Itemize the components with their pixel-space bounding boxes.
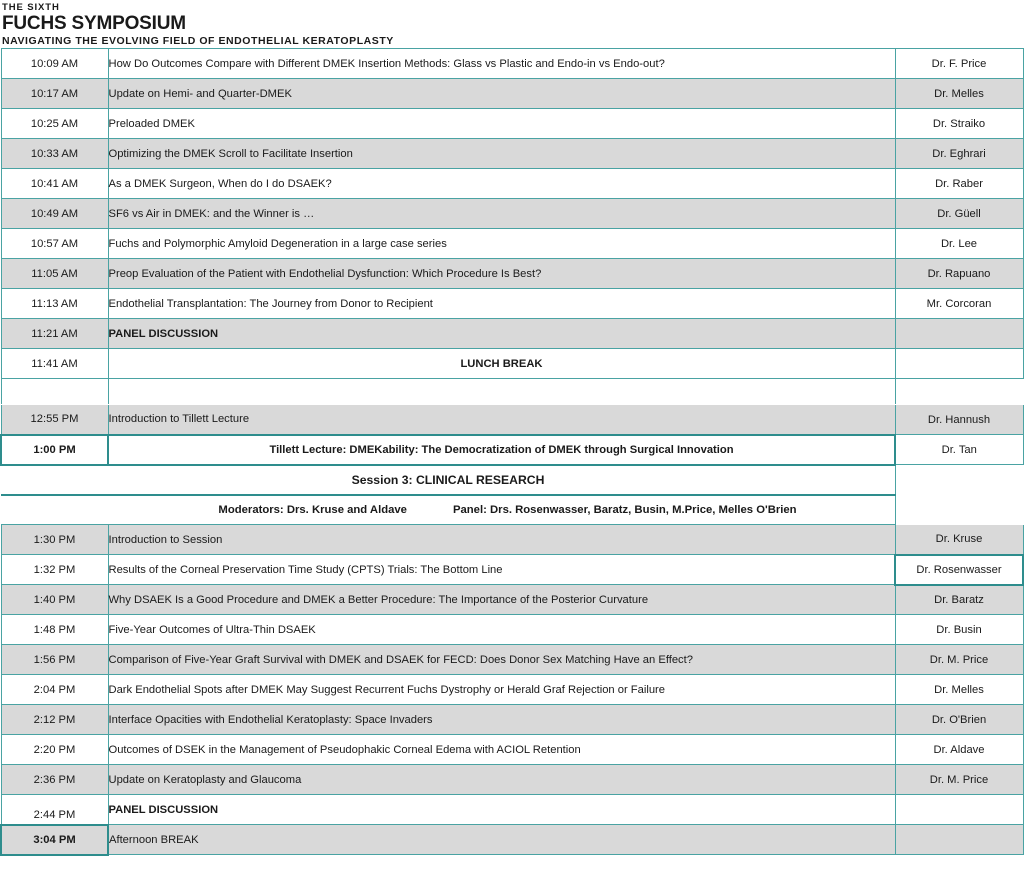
table-spacer-row: [1, 379, 1023, 405]
row-title: Preloaded DMEK: [108, 109, 895, 139]
row-title: How Do Outcomes Compare with Different DMEK Insertion Methods: Glass vs Plastic and Endo-in vs Endo-out?: [108, 49, 895, 79]
row-time: 1:48 PM: [1, 615, 108, 645]
row-time: 11:41 AM: [1, 349, 108, 379]
row-title: Comparison of Five-Year Graft Survival with DMEK and DSAEK for FECD: Does Donor Sex Matching Have an Effect?: [108, 645, 895, 675]
row-speaker: Dr. Lee: [895, 229, 1023, 259]
table-row[interactable]: [1, 199, 1023, 229]
row-speaker: [895, 349, 1023, 379]
row-speaker: Dr. M. Price: [895, 645, 1023, 675]
table-row[interactable]: [1, 615, 1023, 645]
row-speaker: Dr. Rapuano: [895, 259, 1023, 289]
row-time: 2:20 PM: [1, 735, 108, 765]
row-title: Why DSAEK Is a Good Procedure and DMEK a Better Procedure: The Importance of the Posterior Curvature: [108, 585, 895, 615]
header-eyebrow: THE SIXTH: [2, 2, 60, 13]
table-row-panel-discussion[interactable]: [1, 795, 1023, 825]
row-time: 3:04 PM: [1, 825, 108, 855]
session-title: Session 3: CLINICAL RESEARCH: [1, 465, 895, 495]
session-header-row: [1, 465, 1023, 495]
row-speaker: Mr. Corcoran: [895, 289, 1023, 319]
row-title: Results of the Corneal Preservation Time Study (CPTS) Trials: The Bottom Line: [108, 555, 895, 585]
row-time: 1:30 PM: [1, 525, 108, 555]
row-title: Introduction to Tillett Lecture: [108, 405, 895, 435]
row-speaker: Dr. Melles: [895, 79, 1023, 109]
page-header: [0, 0, 1024, 48]
row-speaker: Dr. F. Price: [895, 49, 1023, 79]
row-time: 2:36 PM: [1, 765, 108, 795]
row-speaker: Dr. M. Price: [895, 765, 1023, 795]
table-row[interactable]: [1, 49, 1023, 79]
table-row[interactable]: [1, 139, 1023, 169]
table-row-afternoon-break[interactable]: [1, 825, 1023, 855]
table-row-tillett-lecture[interactable]: [1, 435, 1023, 465]
session-speaker-blank: [895, 465, 1023, 495]
row-time: 10:09 AM: [1, 49, 108, 79]
table-row[interactable]: [1, 645, 1023, 675]
row-speaker: Dr. Aldave: [895, 735, 1023, 765]
agenda-table: [0, 48, 1024, 856]
spacer-time-cell: [1, 379, 108, 405]
table-row[interactable]: [1, 79, 1023, 109]
row-speaker: Dr. Hannush: [895, 405, 1023, 435]
row-speaker: Dr. Raber: [895, 169, 1023, 199]
row-time: 2:12 PM: [1, 705, 108, 735]
row-time: 11:05 AM: [1, 259, 108, 289]
row-title: PANEL DISCUSSION: [108, 319, 895, 349]
row-speaker: Dr. Melles: [895, 675, 1023, 705]
header-subtitle: NAVIGATING THE EVOLVING FIELD OF ENDOTHELIAL KERATOPLASTY: [2, 35, 394, 47]
row-title: LUNCH BREAK: [108, 349, 895, 379]
row-speaker: Dr. Eghrari: [895, 139, 1023, 169]
row-title: Optimizing the DMEK Scroll to Facilitate Insertion: [108, 139, 895, 169]
row-speaker: Dr. Kruse: [895, 525, 1023, 555]
row-title: Endothelial Transplantation: The Journey from Donor to Recipient: [108, 289, 895, 319]
row-title: Interface Opacities with Endothelial Keratoplasty: Space Invaders: [108, 705, 895, 735]
table-row[interactable]: [1, 585, 1023, 615]
table-row[interactable]: [1, 259, 1023, 289]
row-title: Fuchs and Polymorphic Amyloid Degeneration in a large case series: [108, 229, 895, 259]
row-time: [1, 795, 108, 825]
table-row[interactable]: [1, 555, 1023, 585]
row-time: 1:32 PM: [1, 555, 108, 585]
table-row[interactable]: [1, 229, 1023, 259]
table-row[interactable]: [1, 765, 1023, 795]
row-time: 1:40 PM: [1, 585, 108, 615]
table-row[interactable]: [1, 705, 1023, 735]
row-title: Afternoon BREAK: [108, 825, 895, 855]
row-speaker: [895, 825, 1023, 855]
row-speaker: Dr. Baratz: [895, 585, 1023, 615]
row-speaker: [895, 319, 1023, 349]
row-time: 10:25 AM: [1, 109, 108, 139]
row-title: Introduction to Session: [108, 525, 895, 555]
row-time: 10:49 AM: [1, 199, 108, 229]
row-title: Dark Endothelial Spots after DMEK May Suggest Recurrent Fuchs Dystrophy or Herald Graf Rejection or Failure: [108, 675, 895, 705]
row-speaker: [895, 795, 1023, 825]
row-title: As a DMEK Surgeon, When do I do DSAEK?: [108, 169, 895, 199]
row-speaker: Dr. Tan: [895, 435, 1023, 465]
row-time: 10:17 AM: [1, 79, 108, 109]
moderators-cell: [108, 495, 895, 525]
row-title: Update on Hemi- and Quarter-DMEK: [108, 79, 895, 109]
moderators-label: Moderators: Drs. Kruse and Aldave: [218, 503, 407, 516]
row-speaker: Dr. O'Brien: [895, 705, 1023, 735]
moderators-speaker-blank: [895, 495, 1023, 525]
row-title: Outcomes of DSEK in the Management of Pseudophakic Corneal Edema with ACIOL Retention: [108, 735, 895, 765]
row-title: Five-Year Outcomes of Ultra-Thin DSAEK: [108, 615, 895, 645]
table-row[interactable]: [1, 109, 1023, 139]
row-title: Update on Keratoplasty and Glaucoma: [108, 765, 895, 795]
table-row[interactable]: [1, 405, 1023, 435]
session-moderators-row: [1, 495, 1023, 525]
table-row-lunch-break[interactable]: [1, 349, 1023, 379]
row-time-text: 2:44 PM: [33, 809, 76, 822]
row-title: Tillett Lecture: DMEKability: The Democratization of DMEK through Surgical Innovation: [108, 435, 895, 465]
row-speaker: Dr. Straiko: [895, 109, 1023, 139]
row-title: SF6 vs Air in DMEK: and the Winner is …: [108, 199, 895, 229]
row-time: 10:41 AM: [1, 169, 108, 199]
row-title: Preop Evaluation of the Patient with Endothelial Dysfunction: Which Procedure Is Best?: [108, 259, 895, 289]
row-title: PANEL DISCUSSION: [108, 795, 895, 825]
spacer-speaker-cell: [895, 379, 1023, 405]
moderators-time-blank: [1, 495, 108, 525]
row-speaker: Dr. Rosenwasser: [895, 555, 1023, 585]
table-row[interactable]: [1, 289, 1023, 319]
table-row[interactable]: [1, 735, 1023, 765]
row-speaker: Dr. Güell: [895, 199, 1023, 229]
table-row[interactable]: [1, 525, 1023, 555]
panel-label: Panel: Drs. Rosenwasser, Baratz, Busin, M.Price, Melles O'Brien: [452, 503, 797, 516]
page-title: FUCHS SYMPOSIUM: [2, 13, 186, 34]
table-row[interactable]: [1, 169, 1023, 199]
row-time: 11:21 AM: [1, 319, 108, 349]
table-row[interactable]: [1, 675, 1023, 705]
row-time: 1:56 PM: [1, 645, 108, 675]
row-time: 1:00 PM: [1, 435, 108, 465]
row-speaker: Dr. Busin: [895, 615, 1023, 645]
row-time: 11:13 AM: [1, 289, 108, 319]
table-row-panel-discussion[interactable]: [1, 319, 1023, 349]
row-time: 2:04 PM: [1, 675, 108, 705]
row-time: 12:55 PM: [1, 405, 108, 435]
row-time: 10:33 AM: [1, 139, 108, 169]
spacer-title-cell: [108, 379, 895, 405]
row-time: 10:57 AM: [1, 229, 108, 259]
